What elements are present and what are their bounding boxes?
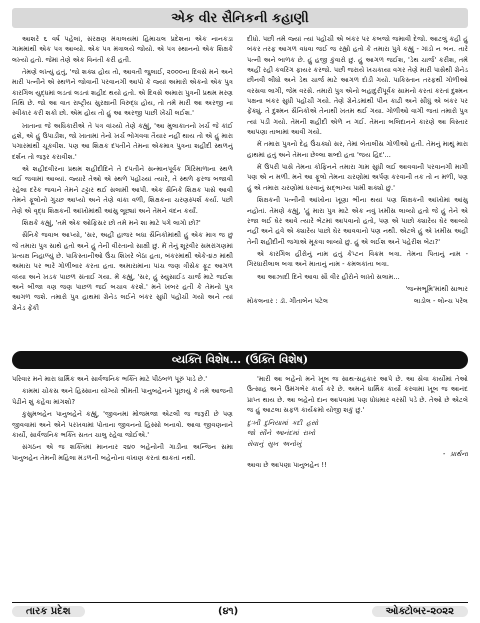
- article-signoff: 'જન્મભૂમિ'માંથી સાભાર: [405, 284, 468, 293]
- footer-issue-date: ઓક્ટોબર-૨૦૨૨: [372, 606, 468, 617]
- page-footer: [12, 604, 468, 618]
- profile-paragraph: કામમાં ચોકસ અને હિસ્સાના યોગ્યો શ્રીમતી પાનુબહેનને પૂછાયું કે તમે આજની પેઢીને શું કહેવા માંગશો?: [12, 387, 233, 406]
- article-paragraph: મેં તમારા પુત્રનો દેહ ઉંચક્યો સર, તેમાં બેતાલીસ ગોળીઓ હતી. તેમનું માથું મારા હાથમાં હતું અને તેમના છેલ્લા શબ્દો હતા 'જય હિંદ'...: [247, 140, 468, 159]
- article-title: એક વીર સૈનિકની કહાણી: [171, 10, 309, 26]
- article-paragraph: ખાતાના જે અધિકારીએ તે પત્ર વાંચ્યો તેણે કહ્યું, 'આ મુલાકાતનો ખર્ચ જે કાંઈ હશે, એ હું ઉપાડીશ, જો ખાતામાં તેનો ખર્ચ ભોગવવા તૈયાર નહીં થાય તો એ હું મારા પગારમાંથી ચૂકવીશ. પણ આ શિક્ષક દંપતીને તેમના એકમાત્ર પુત્રના શહીદી સ્થળનું દર્શન તો જરૂર કરાવીશ.': [12, 121, 233, 161]
- article-paragraph: આ આઝાદી દિને આવા સૌ વીર હીરોને લાખો સલામ...: [257, 272, 400, 281]
- article-paragraph: આશરે ૬ વર્ષ પહેલાં, સંરક્ષણ મંત્રાલયમાં હિમાચલ પ્રદેશના એક નાનકડા ગામમાંથી એક પત્ર આવ્યો. એક પત્ર મંત્રાલયે જોયો. એ પત્ર સ્થાનનો એક શિક્ષકે લખ્યો હતો. જેમાં તેણે એક વિનંતી કરી હતી.: [12, 35, 233, 64]
- profile-paragraph: સંગઠન એ જ શક્તિમાં માનનાર ૨૪૦ બહેનોની ગાડીના અન્જિન સમા પાનુબહેન તેમની મહિલા મંડળની બહેનોના વખાણ કરતાં થાકતાં નથી.: [12, 443, 233, 462]
- footer-divider: [12, 602, 468, 603]
- profile-paragraph: કુસુમબહેન પાનુબહેને કહ્યું, 'જીવનમાં મોજમજા એટલી જ જરૂરી છે પણ જીવવામાં અને એને પરખવામાં પોતાના જીવનનો હિસ્સો બનાવો. આવા જીવણનાને કાર્યો, સાર્વજનિક ભક્તિ સતત ચાલુ રહેવા જોઈએ.': [12, 410, 233, 440]
- verse-line: જો સૌને આનંદમાં રાખો: [247, 429, 316, 438]
- article-sender-row: [247, 296, 468, 306]
- article-paragraph: એ કારગિલ હીરોનું નામ હતું કેપ્ટન વિક્રમ બત્રા. તેમના પિતાનું નામ - ગિરધારીલાલ બત્રા અને માતાનું નામ - કમલકાંતા બત્રા.: [247, 249, 468, 269]
- footer-magazine-name: તારક પ્રદેશ: [12, 606, 85, 617]
- verse-line: સેવાનું સુખ અનોખું: [247, 439, 302, 448]
- footer-page-number: (૪૧): [218, 605, 239, 617]
- article-sender-place: લાડોલ - લોન્ચ પરેલ: [413, 297, 468, 306]
- verse-line: દુઃખી દુનિયામાં કદી હસો: [247, 418, 319, 427]
- article-paragraph: તેમણે લખ્યું હતું, 'જો શક્ય હોય તો, આવતી જુલાઈ, ૨૦૦૦ના દિવસે મને અને મારી પત્નીને એ સ્થળને જોવાની પરવાનગી આપો કે જ્યાં અમારો એકનો એક પુત્ર કારગિલ યુદ્ધમાં લડતાં લડતાં શહીદ થયો હતો. એ દિવસે અમારા પુત્રની પ્રથમ મરણ તિથિ છે. જો આ વાત રાષ્ટ્રીય સુરક્ષાની વિરુદ્ધ હોય, તો તમે મારી આ અરજી ના સ્વીકાર કરી શકો છો. એમ હોય તો હું આ અરજી પાછી ખેંચી લઈશ.': [12, 68, 233, 118]
- article-left-column: [12, 34, 233, 315]
- profile-paragraph: પરિવાર મને મારા ધાર્મિક અને સાર્વજનિક ભક્તિ માટે પીઠબળ પૂરું પાડે છે.': [12, 375, 208, 383]
- article-paragraph: શિક્ષકની પત્નીની આંખોના ખૂણા ભીના થયાં પણ શિક્ષકની આંખોમાં આંસુ નહોતાં. તેમણે કહ્યું, 'હું મારા પુત્ર માટે એક નવું ખમીસ લાવ્યો હતો જે હું તેને એ રજા લઈ ઘેર આવે ત્યારે ભેટમાં આપવાનો હતો, પણ એ પાછો ક્યારેય ઘેર આવ્યો નહીં અને હવે એ ક્યારેય પાછો ઘેર આવવાનો પણ નથી. એટલે હું એ ખમીસ અહીં તેની શહીદીની જગાએ મૂકવા લાવ્યો છું. હું એ લઈશ અને પહેરીશ બેટા?': [247, 196, 468, 246]
- article-paragraph: સૈનિકે જવાબ આપ્યો, 'સર, અહીં હાજર બધા સૈનિકોમાંથી હું એક માત્ર જ છું જે તમારા પુત્ર સાથે હતો અને હું તેની વીરતાનો સાક્ષી છું. મેં તેનું શૂરવીર સમરાંગણમાં પ્રત્યક્ષ નિહાળ્યું છે. પાકિસ્તાનીઓ ઉંચ શિખરે બેઠા હતા, બંકરમાંથી એકે-૪૭ માંથી અમારા પર ભારે ગોળીબાર કરતા હતા. અમારામાંના પાંચ જણ ત્રીસેક ફૂટ આગળ વધ્યા અને ખડક પાછળ સંતાઈ ગયા. મેં કહ્યું, 'સર, હું સ્યુસાઈડ ચાર્જ માટે જઈશ અને બીજા ત્રણ જણ પાછળ જઈ બચાવ કરશે.' મને ખબર હતી કે તેમનો પુત્ર આગળ જશે. તમારો પુત્ર હાથમાં ગ્રેનેડ લઈને બંકર સુધી પહોંચી ગયો અને ત્યાં ગ્રેનેડ ફેંકી: [12, 231, 233, 312]
- article-paragraph: મેં ઉપરી પાસે તેમના કોફિનને તમારા ગામ સુધી લઈ આવવાની પરવાનગી માગી પણ એ ન મળી. મને આ ફૂલો તેમના ચરણોમાં અર્પણ કરવાની તક તો ન મળી, પણ હું એ તમારા ચરણોમાં ધરવાનું સદ્ભાગ્ય પામી શક્યો છું.': [247, 163, 468, 192]
- section-header-bar: [12, 351, 468, 369]
- profile-paragraph: 'મારી આ બહેનો મને ખૂબ જ સાથ-સહકાર આપે છે. આ સેવા કાર્યોમાં તેઓ ઉત્સાહ અને ઉમંગભેર કાર્ય કરે છે. અમને ધાર્મિક કાર્યો કરવામાં ખૂબ જ આનંદ પ્રાપ્ત થાય છે. આ બહેનો દાન આપવામાં પણ ધોધમાર વરસી પડે છે. તેઓ છે એટલે જ હું આટલા સફળ કાર્યક્રમો યોજી શકું છું.': [247, 375, 468, 415]
- article-paragraph: દીધો. પછી તમે જ્યાં ત્યાં પહોંચી એ બંકર પર કબજો જમાવી દેજો. આટલું કહી હું બંકર તરફ આગળ વધવા જઈ જ રહ્યો હતો કે તમારા પુત્રે કહ્યું - ગાંડો ન બન. તારે પત્ની અને બાળક છે. હું હજી કુંવારો છું. હું આગળ જઈશ, 'ડેથ ચાર્જ' કરીશ, તમે અહીં રહી કવરિંગ ફાયર કરજો. પછી જરાયે ખચકાયા વગર તેણે મારી પાસેથી ગ્રેનેડ છીનવી લીધો અને ડેથ ચાર્જ માટે આગળ દોડી ગયો. પાકિસ્તાન તરફથી ગોળીઓ વરસવા લાગી, જેમ વરસે. તમારો પુત્ર એનો બહાદુરીપૂર્વક સામનો કરતાં કરતાં દુશ્મન પક્ષના બંકર સુધી પહોંચી ગયો. તેણે ગ્રેનેડમાંથી પીન કાઢી અને સીધું એ બંકર પર ફેંક્યું. તે દુશ્મન સૈનિકોએ તેનાથી ખતમ થઈ ગયા. ગોળીઓ વાગી જતાં તમારો પુત્ર ત્યાં પડી ગયો. તેમની શહીદી એળે ન ગઈ. તેમના બલિદાનને કારણે આ વિસ્તાર આપણા તાબામાં આવી ગયો.: [247, 35, 468, 137]
- profile-columns: [12, 374, 468, 472]
- profile-right-column: [247, 374, 468, 472]
- article-paragraph: શિક્ષકે કહ્યું, 'તમે એક ઓફિસર છો તમે મને શા માટે પગે લાગો છો?': [22, 218, 201, 227]
- section-title: વ્યક્તિ વિશેષ... (ઉક્તિ વિશેષ): [171, 353, 309, 366]
- article-paragraph: એ શહીદવીરના પ્રથમ શહીદીદિને તે દંપતીને સન્માનપૂર્વક ગિરિમાળાના સ્થળે લઈ જવામાં આવ્યાં. જ્યારે તેઓ એ સ્થળે પહોંચ્યાં ત્યારે, તે સ્થળે ફરજ બજાવી રહેલા દરેક જવાને તેમને ટટ્ટાર થઈ સલામી આપી. એક સૈનિકે શિક્ષક પાસે આવી તેમને ફૂલોનો ગુચ્છ આપ્યો અને તેણે વાંકા વળી, શિક્ષકના ચરણસ્પર્શ કર્યા. પછી તેણે એ વૃદ્ધ શિક્ષકની આંખોમાંથી આંસુ લૂછ્યાં અને તેમને વંદન કર્યાં.: [12, 165, 233, 215]
- profile-left-column: [12, 374, 233, 472]
- profile-closing: આવા છે આપણા પાનુબહેન !!: [247, 461, 327, 469]
- verse-line: - પ્રાર્થના: [442, 450, 468, 459]
- handwritten-verse: [247, 418, 468, 460]
- article-columns: [12, 34, 468, 315]
- article-sender: મોકલનાર : ડૉ. ગીતાબેન પટેલ: [247, 297, 329, 306]
- article-title-bar: [12, 8, 468, 28]
- article-right-column: [247, 34, 468, 315]
